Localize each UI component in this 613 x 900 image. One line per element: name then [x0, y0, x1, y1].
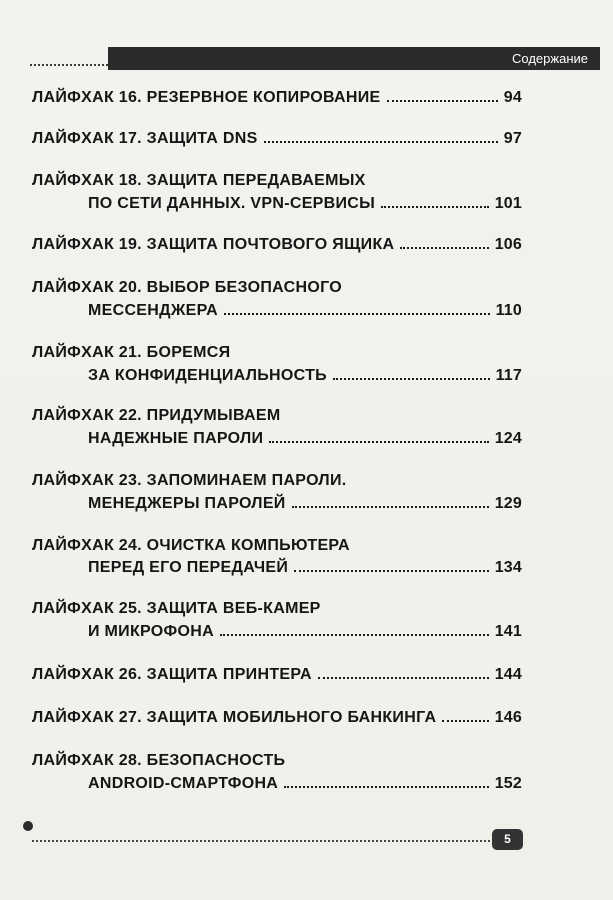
- toc-entry-title: ЛАЙФХАК 26. ЗАЩИТА ПРИНТЕРА: [32, 666, 312, 683]
- leader-dots: [264, 141, 498, 143]
- toc-entry-title: ЛАЙФХАК 24. ОЧИСТКА КОМПЬЮТЕРА: [32, 537, 350, 554]
- toc-entry-title-cont: ПО СЕТИ ДАННЫХ. VPN-СЕРВИСЫ: [88, 195, 376, 212]
- toc-entry: [32, 406, 522, 426]
- toc-entry: [32, 278, 522, 298]
- toc-entry: [32, 536, 522, 556]
- toc-page-number: 141: [494, 623, 522, 640]
- toc-entry-title-cont: НАДЕЖНЫЕ ПАРОЛИ: [88, 430, 264, 447]
- toc-page-number: 146: [494, 709, 522, 726]
- toc-entry: [32, 343, 522, 363]
- leader-dots: [292, 506, 489, 508]
- toc-entry: [32, 599, 522, 619]
- toc-entry-title: ЛАЙФХАК 19. ЗАЩИТА ПОЧТОВОГО ЯЩИКА: [32, 236, 395, 253]
- toc-entry: [32, 88, 522, 108]
- toc-page-number: 106: [494, 236, 522, 253]
- toc-entry: [32, 129, 522, 149]
- header-dotted-rule: [30, 64, 108, 66]
- toc-entry-title-cont: ПЕРЕД ЕГО ПЕРЕДАЧЕЙ: [88, 559, 289, 576]
- toc-entry-title: ЛАЙФХАК 16. РЕЗЕРВНОЕ КОПИРОВАНИЕ: [32, 89, 381, 106]
- toc-entry-continuation: [88, 301, 522, 321]
- header-bar: [108, 47, 600, 70]
- footer-bullet-dot: [23, 821, 33, 831]
- toc-entry-title: ЛАЙФХАК 28. БЕЗОПАСНОСТЬ: [32, 752, 286, 769]
- toc-entry: [32, 751, 522, 771]
- toc-entry-continuation: [88, 558, 522, 578]
- toc-entry-continuation: [88, 366, 522, 386]
- running-header-title: Содержание: [512, 51, 588, 66]
- toc-page-number: 101: [494, 195, 522, 212]
- toc-page-number: 110: [495, 302, 522, 319]
- leader-dots: [294, 570, 489, 572]
- toc-entry: [32, 665, 522, 685]
- toc-entry-title: ЛАЙФХАК 25. ЗАЩИТА ВЕБ-КАМЕР: [32, 600, 321, 617]
- toc-entry-title-cont: МЕНЕДЖЕРЫ ПАРОЛЕЙ: [88, 495, 286, 512]
- toc-page-number: 117: [495, 367, 522, 384]
- toc-entry: [32, 235, 522, 255]
- leader-dots: [220, 634, 489, 636]
- toc-page-number: 124: [494, 430, 522, 447]
- toc-page-number: 144: [494, 666, 522, 683]
- toc-entry-title-cont: И МИКРОФОНА: [88, 623, 214, 640]
- toc-entry-title: ЛАЙФХАК 20. ВЫБОР БЕЗОПАСНОГО: [32, 279, 342, 296]
- toc-entry-title: ЛАЙФХАК 27. ЗАЩИТА МОБИЛЬНОГО БАНКИНГА: [32, 709, 437, 726]
- toc-entry-continuation: [88, 494, 522, 514]
- toc-page-number: 129: [494, 495, 522, 512]
- leader-dots: [269, 441, 488, 443]
- leader-dots: [442, 720, 488, 722]
- leader-dots: [224, 313, 490, 315]
- leader-dots: [387, 100, 498, 102]
- leader-dots: [400, 247, 488, 249]
- leader-dots: [381, 206, 489, 208]
- toc-entry-title-cont: ЗА КОНФИДЕНЦИАЛЬНОСТЬ: [88, 367, 327, 384]
- toc-entry: [32, 708, 522, 728]
- footer-page-number: 5: [492, 829, 523, 850]
- toc-entry-title-cont: ANDROID-СМАРТФОНА: [88, 775, 279, 792]
- toc-page-number: 152: [494, 775, 522, 792]
- toc-entry-title: ЛАЙФХАК 17. ЗАЩИТА DNS: [32, 130, 258, 147]
- toc-entry-title: ЛАЙФХАК 23. ЗАПОМИНАЕМ ПАРОЛИ.: [32, 472, 347, 489]
- toc-entry-title: ЛАЙФХАК 18. ЗАЩИТА ПЕРЕДАВАЕМЫХ: [32, 172, 366, 189]
- toc-entry-title: ЛАЙФХАК 21. БОРЕМСЯ: [32, 344, 231, 361]
- toc-entry-continuation: [88, 429, 522, 449]
- leader-dots: [318, 677, 489, 679]
- toc-entry-title-cont: МЕССЕНДЖЕРА: [88, 302, 218, 319]
- toc-page-number: 134: [494, 559, 522, 576]
- toc-entry-title: ЛАЙФХАК 22. ПРИДУМЫВАЕМ: [32, 407, 281, 424]
- toc-entry: [32, 171, 522, 191]
- footer-dotted-rule: [32, 840, 490, 842]
- toc-entry-continuation: [88, 774, 522, 794]
- leader-dots: [333, 378, 490, 380]
- toc-entry-continuation: [88, 194, 522, 214]
- toc-page-number: 94: [503, 89, 522, 106]
- leader-dots: [284, 786, 489, 788]
- toc-page-number: 97: [503, 130, 522, 147]
- toc-entry-continuation: [88, 622, 522, 642]
- toc-entry: [32, 471, 522, 491]
